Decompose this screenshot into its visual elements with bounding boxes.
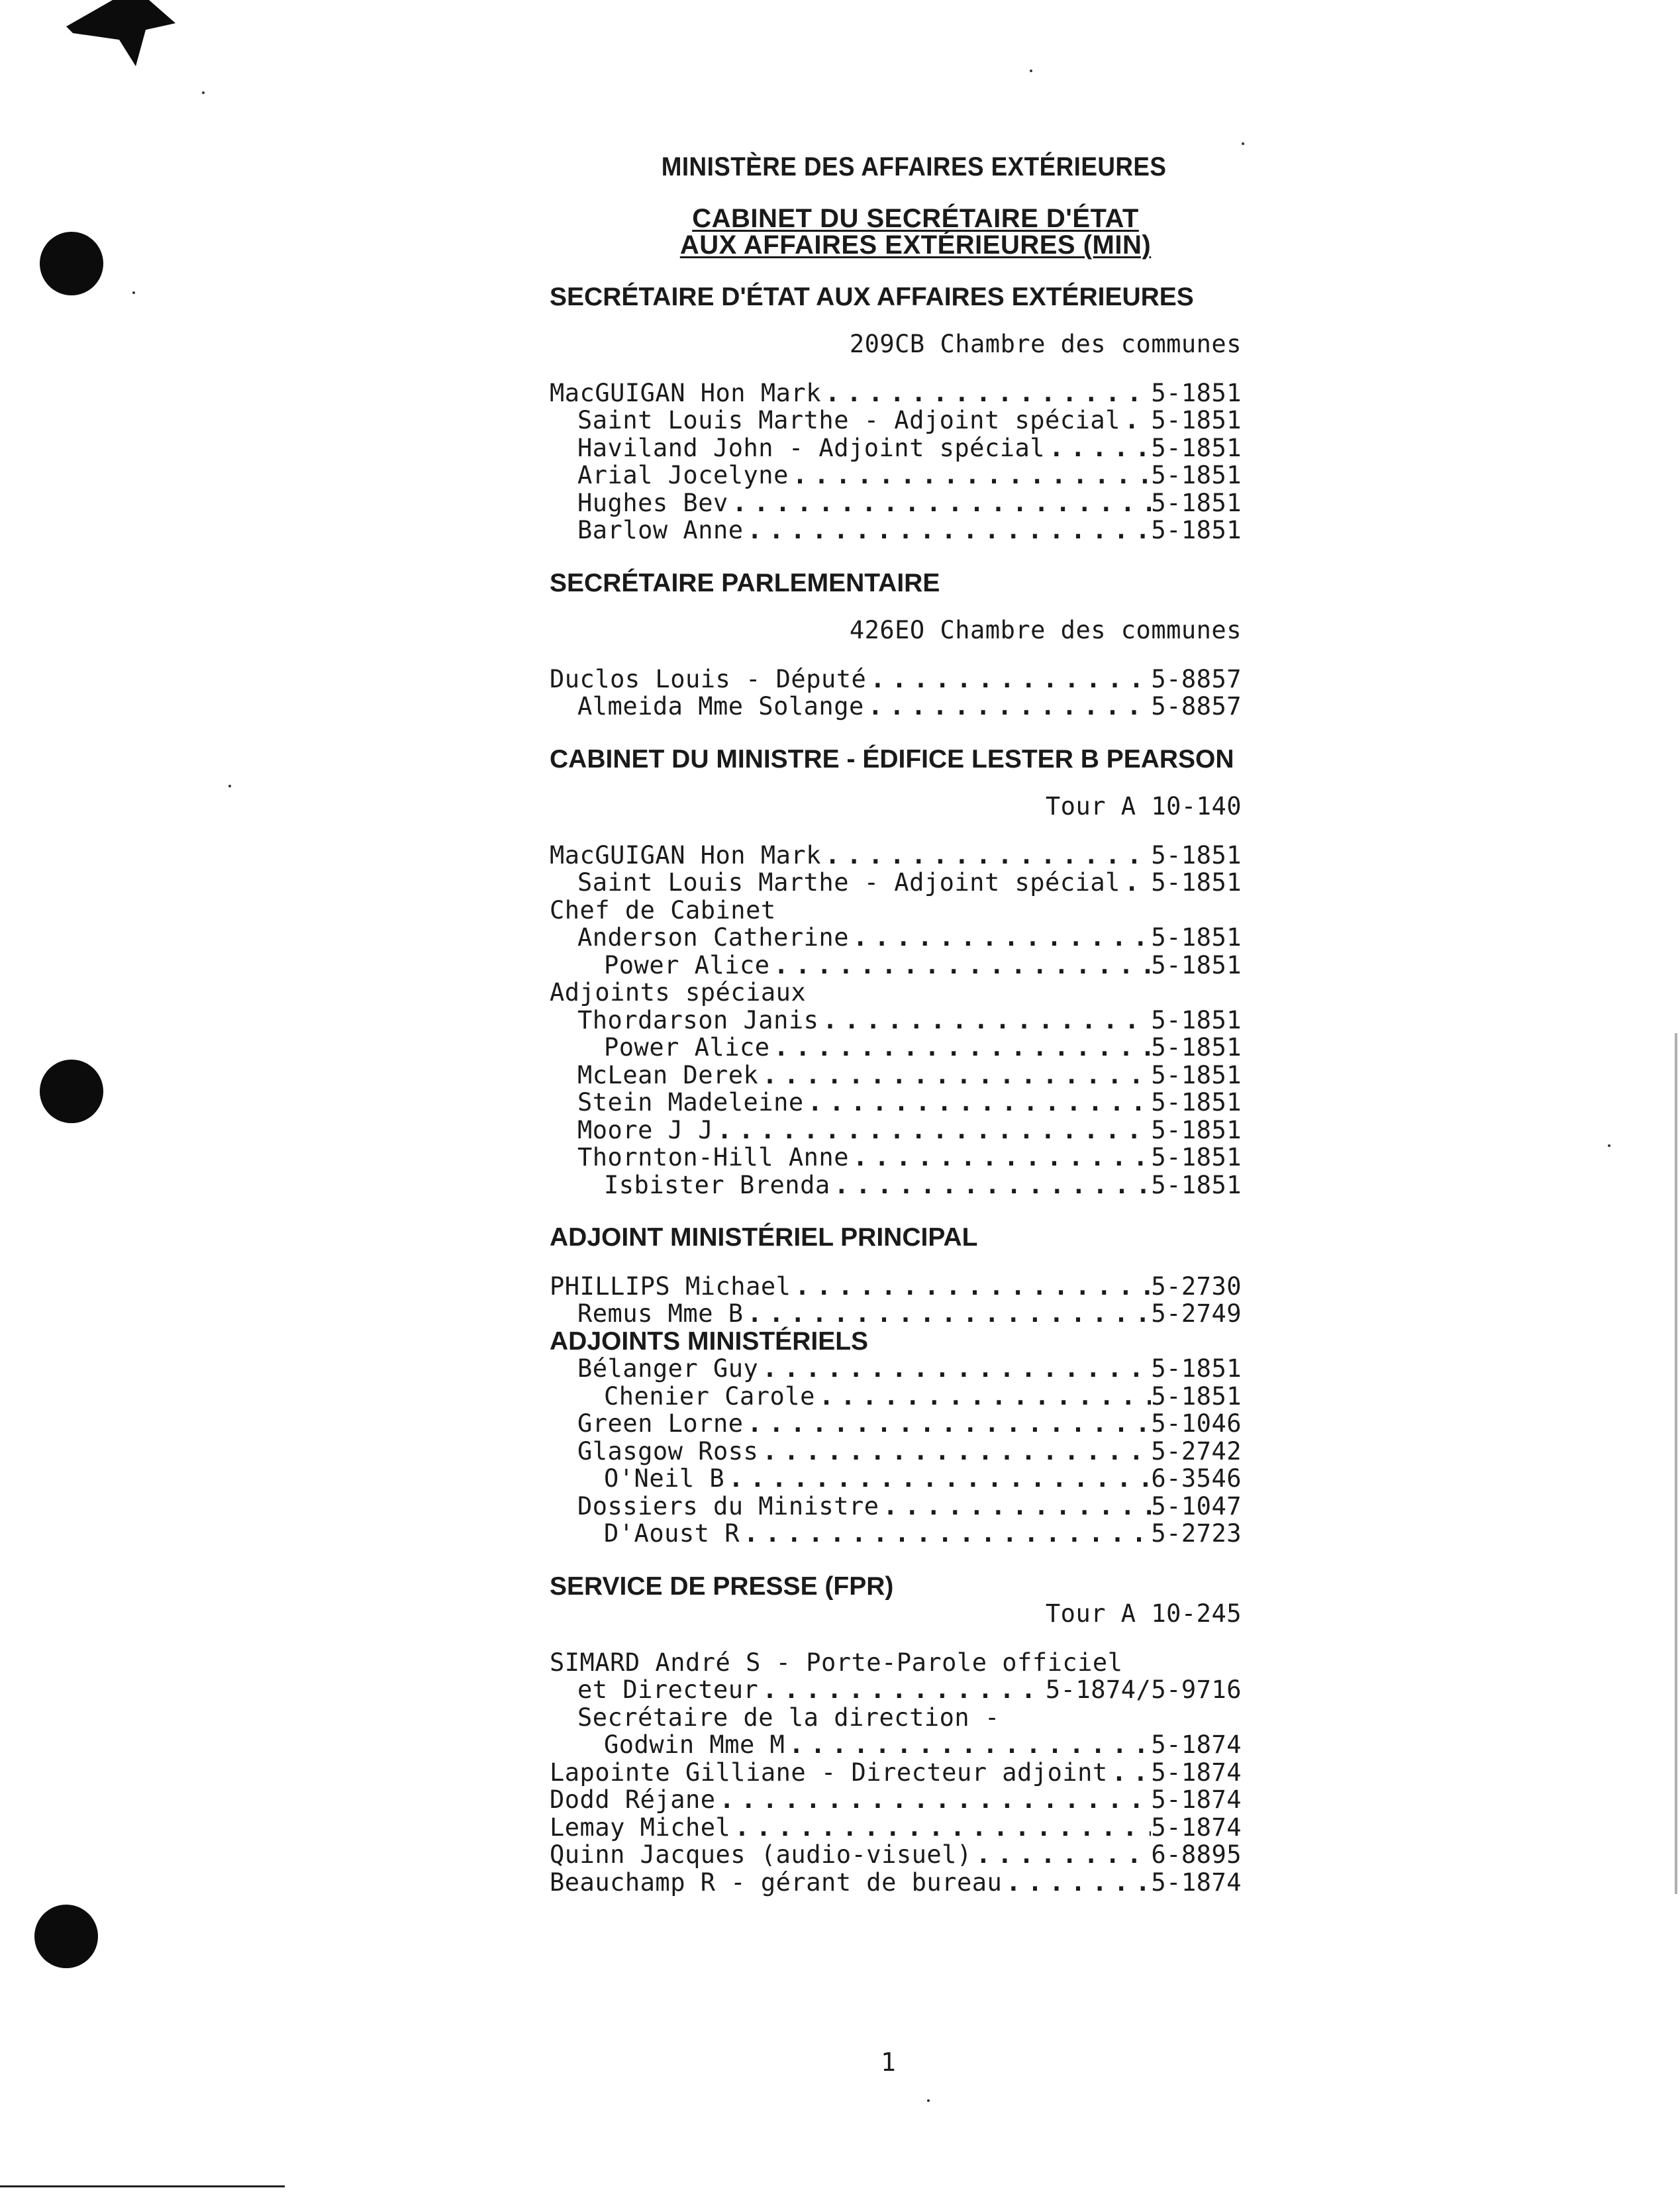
directory-entry	[550, 1759, 1242, 1787]
section-title: SECRÉTAIRE D'ÉTAT AUX AFFAIRES EXTÉRIEURES	[550, 282, 1194, 311]
directory-entry	[550, 1383, 1242, 1411]
section-title: ADJOINTS MINISTÉRIELS	[550, 1326, 869, 1356]
scan-speck	[1030, 70, 1032, 72]
entry-name: Saint Louis Marthe - Adjoint spécial	[577, 406, 1120, 434]
directory-entry	[550, 1355, 1242, 1383]
directory-entry	[550, 952, 1242, 979]
entry-phone: 5-1851	[1151, 406, 1242, 434]
entry-name: Thornton-Hill Anne	[577, 1143, 849, 1172]
entry-name: Glasgow Ross	[577, 1436, 759, 1466]
entry-phone: 5-2730	[1151, 1272, 1242, 1301]
entry-name: Bélanger Guy	[577, 1354, 759, 1383]
entry-phone: 5-1851	[1151, 1005, 1242, 1034]
directory-entry	[550, 1786, 1242, 1814]
entry-name: Power Alice	[604, 1033, 770, 1062]
entry-name: Anderson Catherine	[577, 923, 849, 952]
directory-entry	[550, 1465, 1242, 1493]
entry-name: O'Neil B	[604, 1464, 725, 1493]
directory-entry	[550, 1062, 1242, 1089]
directory-entry	[550, 1676, 1242, 1704]
directory-entry	[550, 1300, 1242, 1328]
directory-entry	[550, 1144, 1242, 1172]
directory-entry	[550, 1814, 1242, 1842]
entry-name: Power Alice	[604, 950, 770, 979]
entry-phone: 5-1851	[1151, 433, 1242, 462]
directory-entry	[550, 1438, 1242, 1466]
directory-entry	[550, 1089, 1242, 1117]
entry-name: Thordarson Janis	[577, 1005, 819, 1034]
scan-speck	[132, 291, 135, 294]
directory-entry	[550, 1493, 1242, 1521]
directory-entry	[550, 1034, 1242, 1062]
directory-entry	[550, 666, 1242, 693]
entry-name: Lapointe Gilliane - Directeur adjoint	[550, 1758, 1108, 1787]
entry-phone: 5-1874	[1151, 1758, 1242, 1787]
entry-name: Saint Louis Marthe - Adjoint spécial	[577, 868, 1120, 897]
entry-name: PHILLIPS Michael	[550, 1272, 791, 1301]
entry-name: Hughes Bev	[577, 488, 728, 517]
directory-entry	[550, 1869, 1242, 1897]
entry-phone: 5-1851	[1151, 461, 1242, 489]
entry-phone: 5-8857	[1151, 664, 1242, 693]
entry-name: SIMARD André S - Porte-Parole officiel	[550, 1648, 1123, 1677]
page-edge-shadow	[1675, 1033, 1677, 1894]
entry-name: McLean Derek	[577, 1060, 759, 1089]
directory-entry	[550, 489, 1242, 517]
entry-name: Almeida Mme Solange	[577, 692, 864, 721]
punch-hole-2	[40, 1060, 103, 1123]
entry-name: Lemay Michel	[550, 1813, 731, 1842]
entry-phone: 5-1046	[1151, 1409, 1242, 1438]
torn-corner-mark	[66, 0, 179, 73]
entry-name: et Directeur	[577, 1675, 759, 1704]
directory-entry	[550, 1410, 1242, 1438]
directory-entry	[550, 379, 1242, 407]
entry-phone: 5-1874	[1151, 1813, 1242, 1842]
directory-entry	[550, 407, 1242, 434]
cabinet-heading	[550, 205, 1242, 258]
scan-speck	[1242, 142, 1244, 145]
directory-entry	[550, 1172, 1242, 1199]
entry-name: D'Aoust R	[604, 1519, 740, 1548]
entry-name: Dodd Réjane	[550, 1785, 716, 1814]
scan-speck	[228, 785, 231, 787]
entry-phone: 5-1851	[1151, 1115, 1242, 1144]
entry-phone: 5-1851	[1151, 1354, 1242, 1383]
directory-entry	[550, 434, 1242, 462]
entry-name: Remus Mme B	[577, 1299, 744, 1328]
entry-name: MacGUIGAN Hon Mark	[550, 840, 821, 870]
subgroup-label: Secrétaire de la direction -	[577, 1703, 1000, 1732]
section-title: CABINET DU MINISTRE - ÉDIFICE LESTER B PEARSON	[550, 744, 1234, 773]
scan-speck	[927, 2099, 930, 2102]
directory-entry	[550, 1273, 1242, 1301]
entry-name: Green Lorne	[577, 1409, 744, 1438]
section-location: Tour A 10-140	[1045, 792, 1242, 821]
subgroup-label: Chef de Cabinet	[550, 895, 776, 924]
punch-hole-1	[40, 232, 103, 295]
entry-phone: 5-2749	[1151, 1299, 1242, 1328]
entry-phone: 5-1874	[1151, 1730, 1242, 1759]
section-location: Tour A 10-245	[1045, 1599, 1242, 1628]
entry-phone: 5-1851	[1151, 378, 1242, 407]
entry-phone: 5-2723	[1151, 1519, 1242, 1548]
entry-phone: 5-1851	[1151, 868, 1242, 897]
entry-phone: 5-1851	[1151, 1143, 1242, 1172]
entry-phone: 5-1874/5-9716	[1045, 1675, 1242, 1704]
directory-entry	[550, 842, 1242, 870]
cabinet-heading-line2: AUX AFFAIRES EXTÉRIEURES (MIN)	[679, 230, 1152, 260]
entry-phone: 5-1851	[1151, 488, 1242, 517]
scan-speck	[202, 91, 205, 94]
entry-phone: 5-1851	[1151, 840, 1242, 870]
subgroup-label: Adjoints spéciaux	[550, 978, 807, 1007]
directory-entry	[550, 693, 1242, 721]
entry-name: MacGUIGAN Hon Mark	[550, 378, 821, 407]
directory-entry	[550, 924, 1242, 952]
entry-phone: 6-8895	[1151, 1840, 1242, 1869]
directory-entry	[550, 1520, 1242, 1548]
entry-phone: 5-1851	[1151, 1381, 1242, 1411]
entry-phone: 5-8857	[1151, 692, 1242, 721]
directory-entry	[550, 517, 1242, 544]
entry-name: Moore J J	[577, 1115, 713, 1144]
ministry-heading: MINISTÈRE DES AFFAIRES EXTÉRIEURES	[661, 152, 1167, 181]
entry-name: Godwin Mme M	[604, 1730, 785, 1759]
directory-entry	[550, 462, 1242, 489]
entry-name: Stein Madeleine	[577, 1088, 804, 1117]
section-title: SECRÉTAIRE PARLEMENTAIRE	[550, 568, 940, 597]
entry-phone: 5-2742	[1151, 1436, 1242, 1466]
directory-entry	[550, 1841, 1242, 1869]
entry-phone: 5-1851	[1151, 1088, 1242, 1117]
cabinet-heading-line1: CABINET DU SECRÉTAIRE D'ÉTAT	[692, 203, 1139, 233]
section-title: SERVICE DE PRESSE (FPR)	[550, 1571, 894, 1601]
directory-entry	[550, 1007, 1242, 1034]
directory-page	[550, 154, 1242, 1896]
entry-name: Beauchamp R - gérant de bureau	[550, 1868, 1003, 1897]
scan-speck	[1608, 1144, 1610, 1147]
entry-phone: 5-1851	[1151, 1060, 1242, 1089]
entry-phone: 5-1047	[1151, 1491, 1242, 1521]
section-location: 209CB Chambre des communes	[849, 330, 1242, 358]
directory-entry	[550, 869, 1242, 897]
page-number: 1	[881, 2048, 896, 2077]
section-location: 426EO Chambre des communes	[849, 616, 1242, 644]
directory-entry	[550, 1117, 1242, 1144]
entry-phone: 5-1851	[1151, 923, 1242, 952]
directory-entry	[550, 1731, 1242, 1759]
section-title: ADJOINT MINISTÉRIEL PRINCIPAL	[550, 1223, 978, 1252]
entry-name: Isbister Brenda	[604, 1170, 830, 1199]
punch-hole-3	[34, 1905, 98, 1968]
entry-name: Chenier Carole	[604, 1381, 815, 1411]
entry-phone: 5-1851	[1151, 1170, 1242, 1199]
entry-name: Quinn Jacques (audio-visuel)	[550, 1840, 972, 1869]
entry-name: Haviland John - Adjoint spécial	[577, 433, 1046, 462]
entry-phone: 5-1851	[1151, 516, 1242, 544]
entry-phone: 5-1851	[1151, 1033, 1242, 1062]
scan-bottom-line	[0, 2185, 285, 2187]
entry-name: Arial Jocelyne	[577, 461, 789, 489]
entry-phone: 5-1874	[1151, 1868, 1242, 1897]
entry-phone: 6-3546	[1151, 1464, 1242, 1493]
entry-name: Duclos Louis - Député	[550, 664, 867, 693]
entry-name: Barlow Anne	[577, 516, 744, 544]
entry-phone: 5-1874	[1151, 1785, 1242, 1814]
entry-name: Dossiers du Ministre	[577, 1491, 879, 1521]
entry-phone: 5-1851	[1151, 950, 1242, 979]
